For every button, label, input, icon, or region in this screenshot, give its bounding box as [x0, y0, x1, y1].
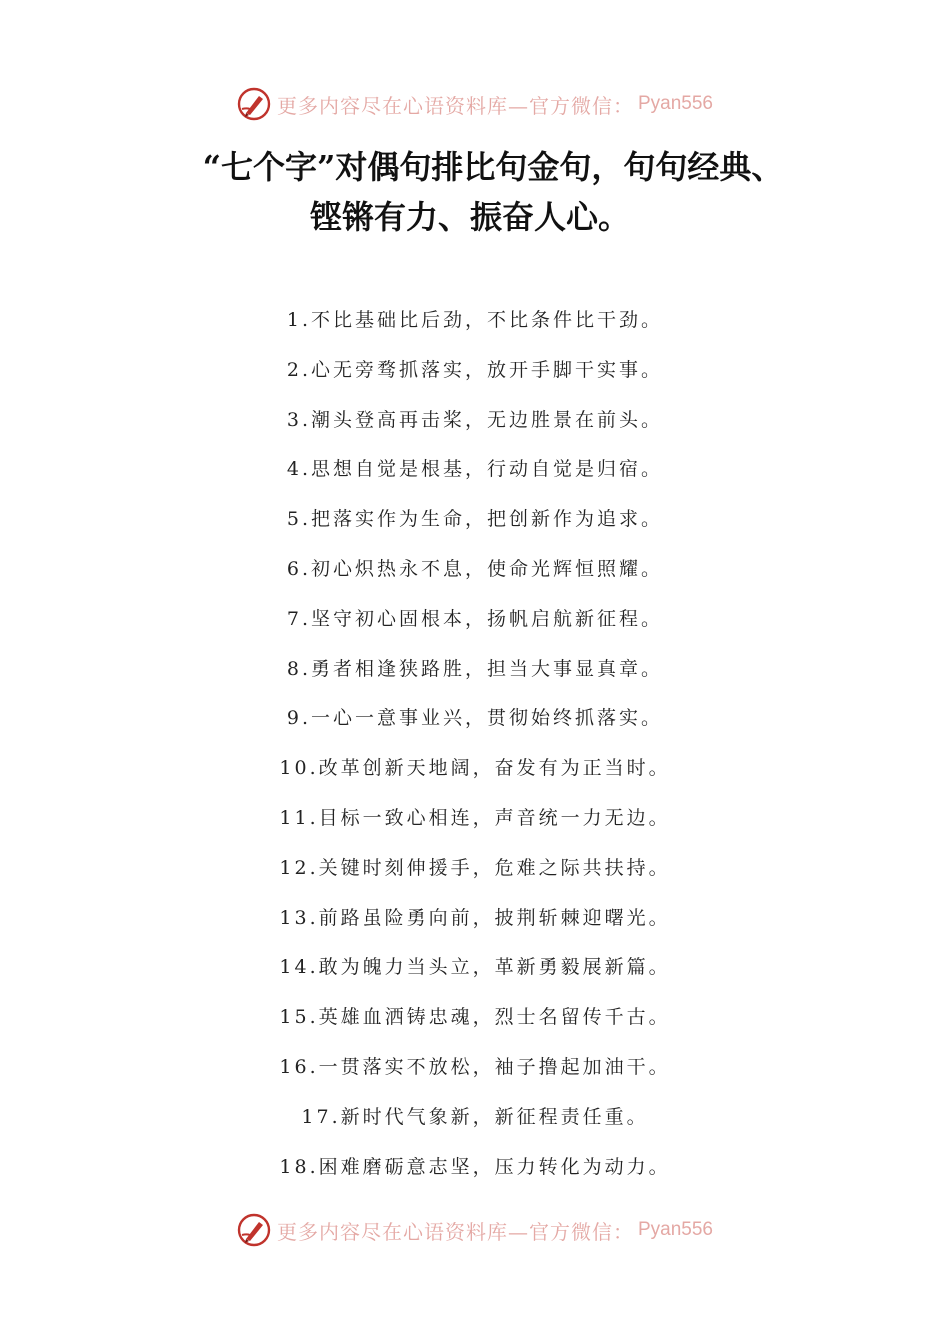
list-item: 12.关键时刻伸援手，危难之际共扶持。 — [279, 856, 671, 879]
footer-banner — [0, 1210, 950, 1250]
list-item: 13.前路虽险勇向前，披荆斩棘迎曙光。 — [279, 906, 671, 929]
list-item: 10.改革创新天地阔，奋发有为正当时。 — [279, 757, 671, 780]
list-item: 18.困难磨砺意志坚，压力转化为动力。 — [279, 1155, 671, 1178]
pen-logo-icon — [237, 1213, 271, 1247]
banner-text: 更多内容尽在心语资料库—官方微信： — [276, 93, 634, 118]
list-item: 16.一贯落实不放松，袖子撸起加油干。 — [279, 1055, 671, 1078]
list-item: 4.思想自觉是根基，行动自觉是归宿。 — [286, 458, 664, 481]
page-title-line-1: “七个字”对偶句排比句金句，句句经典、 — [202, 148, 784, 186]
wechat-id: Pyan556 — [637, 1219, 713, 1240]
list-item: 6.初心炽热永不息，使命光辉恒照耀。 — [286, 557, 664, 580]
wechat-id: Pyan556 — [637, 93, 713, 114]
header-banner — [0, 84, 950, 124]
list-item: 14.敢为魄力当头立，革新勇毅展新篇。 — [279, 956, 671, 979]
list-item: 5.把落实作为生命，把创新作为追求。 — [286, 508, 664, 531]
sentence-list — [0, 296, 950, 1192]
list-item: 17.新时代气象新，新征程责任重。 — [301, 1105, 649, 1128]
list-item: 11.目标一致心相连，声音统一力无边。 — [279, 806, 671, 829]
list-item: 15.英雄血洒铸忠魂，烈士名留传千古。 — [279, 1006, 671, 1029]
list-item: 8.勇者相逢狭路胜，担当大事显真章。 — [286, 657, 664, 680]
list-item: 2.心无旁骛抓落实，放开手脚干实事。 — [286, 358, 664, 381]
list-item: 1.不比基础比后劲，不比条件比干劲。 — [286, 309, 664, 331]
page-title-line-2: 铿锵有力、振奋人心。 — [309, 198, 630, 236]
list-item: 9.一心一意事业兴，贯彻始终抓落实。 — [286, 707, 664, 730]
list-item: 3.潮头登高再击桨，无边胜景在前头。 — [286, 408, 664, 431]
pen-logo-icon — [237, 87, 271, 121]
banner-text: 更多内容尽在心语资料库—官方微信： — [276, 1219, 634, 1244]
list-item: 7.坚守初心固根本，扬帆启航新征程。 — [286, 607, 664, 630]
